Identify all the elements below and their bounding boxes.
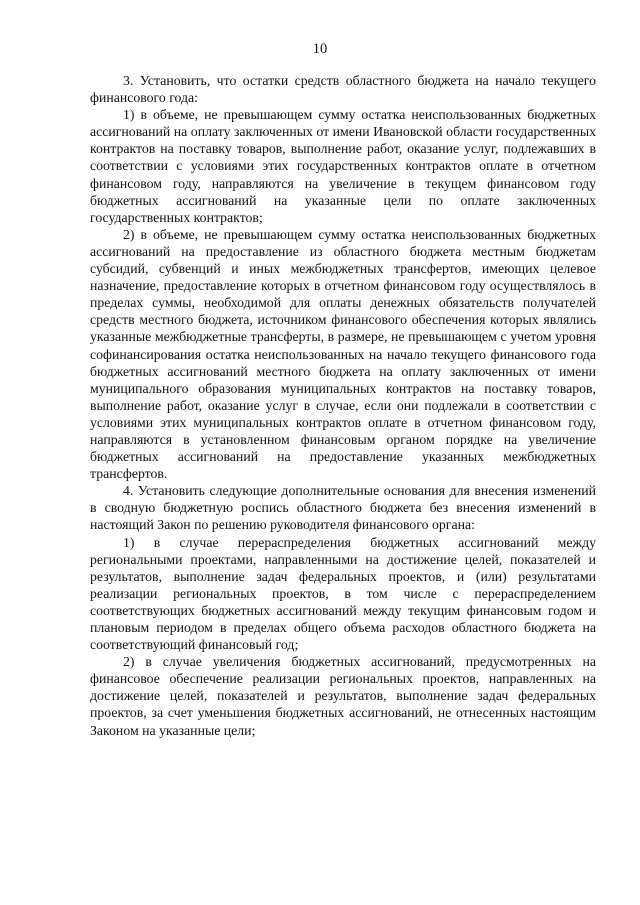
paragraph-4-intro: 4. Установить следующие дополнительные основания для внесения изменений в сводную бюджетную роспись областного бюджета без внесения изменений в настоящий Закон по решению руководителя финансового органа:	[90, 483, 596, 533]
paragraph-3-intro: 3. Установить, что остатки средств областного бюджета на начало текущего финансового года:	[90, 73, 596, 106]
paragraph-3-item-1: 1) в объеме, не превышающем сумму остатка неиспользованных бюджетных ассигнований на оплату заключенных от имени Ивановской области государственных контрактов на поставку товаров, выполнение работ, оказание услуг, подлежавших в соответствии с условиями этих государственных контрактов оплате в отчетном финансовом году, направляются на увеличение в текущем финансовом году бюджетных ассигнований на указанные цели по оплате заключенных государственных контрактов;	[90, 107, 596, 225]
page-number: 10	[312, 41, 328, 57]
document-body	[90, 72, 596, 739]
paragraph-3-item-2: 2) в объеме, не превышающем сумму остатка неиспользованных бюджетных ассигнований на предоставление из областного бюджета местным бюджетам субсидий, субвенций и иных межбюджетных трансфертов, имеющих целевое назначение, предоставление которых в отчетном финансовом году осуществлялось в пределах суммы, необходимой для оплаты денежных обязательств получателей средств местного бюджета, источником финансового обеспечения которых являлись указанные межбюджетные трансферты, в размере, не превышающем с учетом уровня софинансирования остатка неиспользованных на начало текущего финансового года бюджетных ассигнований местного бюджета на оплату заключенных от имени муниципального образования муниципальных контрактов на поставку товаров, выполнение работ, оказание услуг в случае, если они подлежали в соответствии с условиями этих муниципальных контрактов оплате в отчетном финансовом году, направляются в установленном финансовым органом порядке на увеличение бюджетных ассигнований на предоставление указанных межбюджетных трансфертов.	[90, 226, 596, 482]
paragraph-4-item-1: 1) в случае перераспределения бюджетных ассигнований между региональными проектами, направленными на достижение целей, показателей и результатов, выполнение задач федеральных проектов, и (или) результатами реализации региональных проектов, в том числе с перераспределением соответствующих бюджетных ассигнований между текущим финансовым годом и плановым периодом в пределах общего объема расходов областного бюджета на соответствующий финансовый год;	[90, 534, 596, 653]
paragraph-4-item-2: 2) в случае увеличения бюджетных ассигнований, предусмотренных на финансовое обеспечение реализации региональных проектов, направленных на достижение целей, показателей и результатов, выполнение задач федеральных проектов, за счет уменьшения бюджетных ассигнований, не отнесенных настоящим Законом на указанные цели;	[90, 654, 596, 738]
